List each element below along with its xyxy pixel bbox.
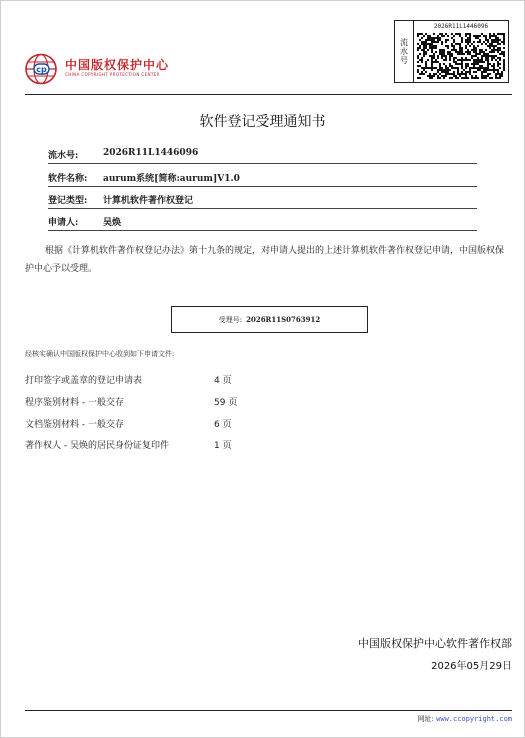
field-label: 登记类型: — [48, 196, 88, 206]
field-label: 申请人: — [48, 218, 79, 228]
acceptance-label: 受理号: — [218, 315, 243, 324]
logo-name-en: CHINA COPYRIGHT PROTECTION CENTER — [65, 72, 160, 77]
signature-org: 中国版权保护中心软件著作权部 — [358, 637, 512, 650]
field-value: 计算机软件著作权登记 — [103, 196, 194, 206]
header-divider — [25, 94, 512, 95]
signature-date: 2026年05月29日 — [431, 661, 512, 672]
material-pages: 4 页 — [214, 376, 232, 386]
confirm-text: 经核实确认中国版权保护中心收到如下申请文件: — [25, 350, 175, 358]
material-pages: 1 页 — [214, 441, 232, 451]
material-name: 文档鉴别材料 - 一般交存 — [25, 420, 124, 430]
footer — [301, 714, 512, 724]
material-name: 打印签字或盖章的登记申请表 — [25, 376, 143, 386]
field-label: 软件名称: — [48, 174, 88, 184]
field-value: 吴焕 — [103, 218, 122, 228]
field-value: 2026R11L1446096 — [103, 148, 199, 158]
field-registration-type — [48, 192, 477, 209]
footer-website-link[interactable]: www.ccopyright.com — [436, 715, 512, 723]
field-serial-number — [48, 147, 477, 164]
barcode-number: 2026R11L1446096 — [433, 23, 489, 30]
cpcc-logo — [25, 53, 175, 85]
material-name: 程序鉴别材料 - 一般交存 — [25, 398, 124, 408]
barcode-box — [394, 20, 509, 83]
globe-icon — [25, 53, 59, 85]
barcode-icon — [417, 33, 505, 79]
material-pages: 6 页 — [214, 420, 232, 430]
material-pages: 59 页 — [214, 398, 238, 408]
barcode-label: 流水号 — [395, 21, 414, 82]
logo-name-cn: 中国版权保护中心 — [65, 58, 170, 72]
field-label: 流水号: — [48, 151, 79, 161]
footer-divider — [25, 710, 512, 711]
page-title: 软件登记受理通知书 — [199, 114, 326, 130]
notice-paragraph: 根据《计算机软件著作权登记办法》第十九条的规定，对申请人提出的上述计算机软件著作权登记申请，中国版权保护中心予以受理。 — [25, 246, 505, 274]
svg-text:cp: cp — [36, 65, 47, 74]
field-applicant — [48, 214, 477, 231]
acceptance-number: 2026R11S0763912 — [246, 315, 321, 324]
material-name: 著作权人 - 吴焕的居民身份证复印件 — [25, 441, 169, 451]
footer-label: 网址: — [417, 715, 434, 723]
field-value: aurum系统[简称:aurum]V1.0 — [103, 174, 240, 184]
field-software-name — [48, 170, 477, 187]
acceptance-number-box — [171, 306, 368, 333]
